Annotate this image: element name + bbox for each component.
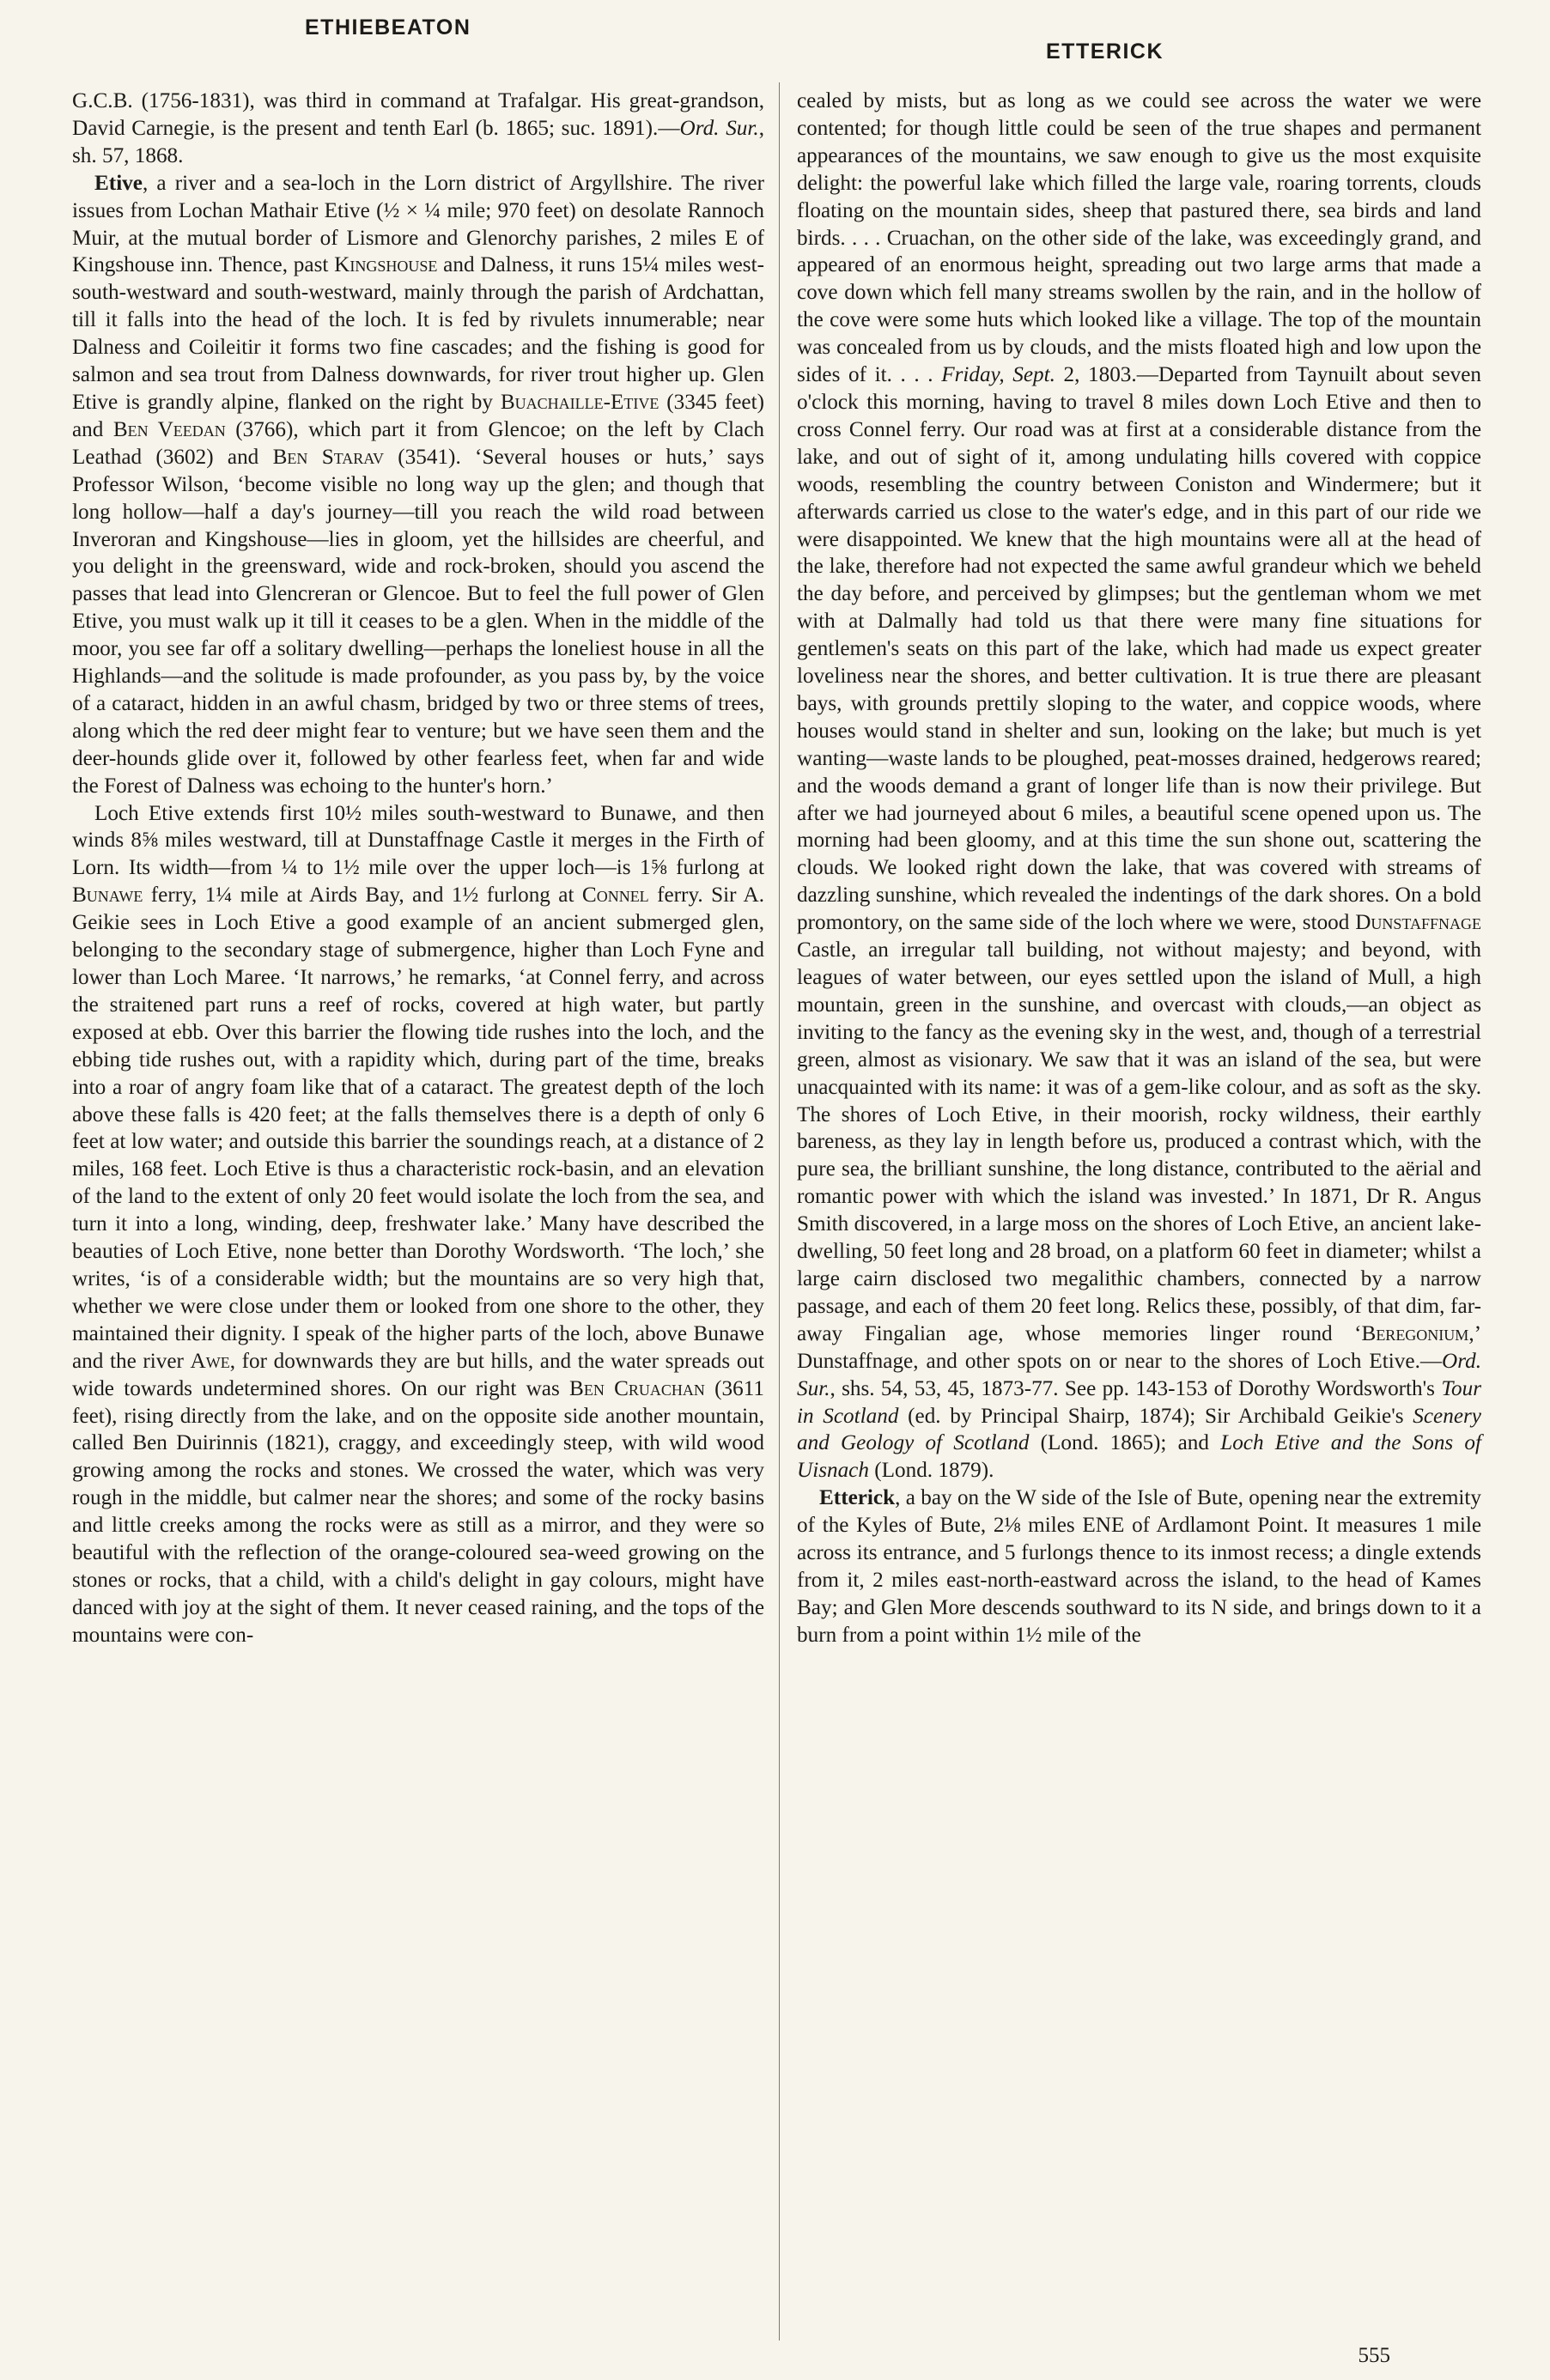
entry-etive	[72, 170, 764, 800]
text: (Lond. 1865); and	[1029, 1431, 1221, 1455]
text: (3611 feet), rising directly from the lake, and on the opposite side another mountain, called Ben Duirinnis (1821), craggy, and exceedingly steep, with wild wood growing among the rocks and stones. We crossed the water, which was very rough in the middle, but calmer near the shores; and some of the rocky basins and little creeks among the rocks were as still as a mirror, and they were so beautiful with the reflection of the orange-coloured sea-weed growing on the stones or rocks, that a child, with a child's delight in gay colours, might have danced with joy at the sight of them. It never ceased raining, and the tops of the mountains were con-	[72, 1376, 764, 1647]
right-column	[797, 88, 1481, 1649]
running-head-left: ETHIEBEATON	[305, 15, 471, 39]
text: and Dalness, it runs 15¼ miles west-south-westward and south-westward, mainly through the parish of Ardchattan, till it falls into the head of the loch. It is fed by rivulets innumerable; near Dalness and Coileitir it forms two fine cascades; and the fishing is good for salmon and sea trout from Dalness downwards, for river trout higher up. Glen Etive is grandly alpine, flanked on the right by	[72, 253, 764, 414]
text: , a bay on the W side of the Isle of Bute, opening near the extremity of the Kyles of Bute, 2⅛ miles ENE of Ardlamont Point. It measures 1 mile across its entrance, and 5 furlongs thence to its inmost recess; a dingle extends from it, 2 miles east-north-eastward across the island, to the head of Kames Bay; and Glen More descends southward to its N side, and brings down to it a burn from a point within 1½ mile of the	[797, 1486, 1481, 1647]
text: ferry. Sir A. Geikie sees in Loch Etive a good example of an ancient submerged glen, belonging to the secondary stage of submergence, higher than Loch Fyne and lower than Loch Maree. ‘It narrows,’ he remarks, ‘at Connel ferry, and across the straitened part runs a reef of rocks, covered at high water, but partly exposed at ebb. Over this barrier the flowing tide rushes into the loch, and the ebbing tide rushes out, with a rapidity which, during part of the time, breaks into a roar of angry foam like that of a cataract. The greatest depth of the loch above these falls is 420 feet; at the falls themselves there is a depth of only 6 feet at low water; and outside this barrier the soundings reach, at a distance of 2 miles, 168 feet. Loch Etive is thus a characteristic rock-basin, and an elevation of the land to the extent of only 20 feet would isolate the loch from the sea, and turn it into a long, winding, deep, freshwater lake.’ Many have described the beauties of Loch Etive, none better than Dorothy Wordsworth. ‘The loch,’ she writes, ‘is of a considerable width; but the mountains are so very high that, whether we were close under them or looked from one shore to the other, they maintained their dignity. I speak of the higher parts of the loch, above Bunawe and the river	[72, 883, 765, 1373]
text: (3766), which part it from Glencoe; on the left by Clach Leathad (3602) and	[72, 417, 764, 469]
text: , for downwards they are but hills, and the water spreads out wide towards undetermined shores. On our right was	[72, 1349, 765, 1400]
cross-reference: Ben Starav	[272, 445, 384, 469]
citation: Ord. Sur.	[797, 1349, 1481, 1400]
citation: Ord. Sur.	[679, 116, 759, 140]
text: 2, 1803.—Departed from Taynuilt about seven o'clock this morning, having to travel 8 miles down Loch Etive and then to cross Connel ferry. Our road was at first at a considerable distance from the lake, and out of sight of it, among undulating hills covered with coppice woods, resembling the country between Coniston and Windermere; but it afterwards carried us close to the water's edge, and in this part of our ride we were disappointed. We knew that the high mountains were all at the head of the lake, therefore had not expected the same awful grandeur which we beheld the day before, and perceived by glimpses; but the gentleman whom we met with at Dalmally had told us that there were many fine situations for gentlemen's seats on this part of the lake, which had made us expect greater loveliness near the shores, and better cultivation. It is true there are pleasant bays, with grounds prettily sloping to the water, and coppice woods, where houses would stand in shelter and sun, looking on the lake; but much is yet wanting—waste lands to be ploughed, peat-mosses drained, hedgerows reared; and the woods demand a grant of longer life than is now their privilege. But after we had journeyed about 6 miles, a beautiful scene opened upon us. The morning had been gloomy, and at this time the sun shone out, scattering the clouds. We looked right down the lake, that was covered with streams of dazzling sunshine, which revealed the indentings of the dark shores. On a bold promontory, on the same side of the loch where we were, stood	[797, 363, 1481, 935]
book-title: Loch Etive and the Sons of Uisnach	[797, 1431, 1481, 1483]
text: (3345 feet) and	[72, 390, 764, 441]
text: , sh. 57, 1868.	[72, 116, 764, 167]
entry-heading: Etterick	[819, 1486, 896, 1510]
cross-reference: Awe	[190, 1349, 230, 1373]
cross-reference: Buachaille-Etive	[500, 390, 660, 414]
text: ferry, 1¼ mile at Airds Bay, and 1½ furlong at	[143, 883, 582, 908]
date-italic: Friday, Sept.	[941, 363, 1055, 387]
entry-etterick	[797, 1484, 1481, 1648]
text: cealed by mists, but as long as we could see across the water we were contented; for though little could be seen of the true shapes and permanent appearances of the mountains, we saw enough to give us the most exquisite delight: the powerful lake which filled the large vale, roaring torrents, clouds floating on the mountain sides, sheep that pastured there, sea birds and land birds. . . . Cruachan, on the other side of the lake, was exceedingly grand, and appeared of an enormous height, spreading out two large arms that made a cove down which fell many streams swollen by the rain, and in the hollow of the cove were some huts which looked like a village. The top of the mountain was concealed from us by clouds, and the mists floated high and low upon the sides of it. . . .	[797, 89, 1481, 387]
page-number: 555	[1358, 2344, 1390, 2367]
paragraph-continued	[797, 88, 1481, 1484]
text: ,’ Dunstaffnage, and other spots on or near to the shores of Loch Etive.—	[797, 1321, 1481, 1373]
cross-reference: Ben Cruachan	[569, 1376, 705, 1400]
cross-reference: Beregonium	[1361, 1321, 1469, 1345]
text: , shs. 54, 53, 45, 1873-77. See pp. 143-153 of Dorothy Wordsworth's	[830, 1376, 1442, 1400]
book-title: Scenery and Geology of Scotland	[797, 1404, 1481, 1455]
cross-reference: Ben Veedan	[112, 417, 226, 441]
cross-reference: Kingshouse	[334, 253, 438, 277]
text: Loch Etive extends first 10½ miles south-westward to Bunawe, and then winds 8⅝ miles westward, till at Dunstaffnage Castle it merges in the Firth of Lorn. Its width—from ¼ to 1½ mile over the upper loch—is 1⅝ furlong at	[72, 801, 764, 880]
cross-reference: Bunawe	[72, 883, 143, 908]
text: (Lond. 1879).	[868, 1459, 994, 1483]
column-divider	[779, 82, 780, 2341]
cross-reference: Connel	[581, 883, 649, 908]
cross-reference: Dunstaffnage	[1355, 911, 1481, 935]
book-title: Tour in Scotland	[797, 1376, 1481, 1428]
paragraph-continued	[72, 88, 764, 170]
text: Castle, an irregular tall building, not without majesty; and beyond, with leagues of water between, our eyes settled upon the island of Mull, a high mountain, green in the sunshine, and overcast with clouds,—an object as inviting to the fancy as the evening sky in the west, and, though of a terrestrial green, almost as visionary. We saw that it was an island of the sea, but were unacquainted with its name: it was of a gem-like colour, and as soft as the sky. The shores of Loch Etive, in their moorish, rocky wildness, their earthly bareness, as they lay in length before us, produced a contrast which, with the pure sea, the brilliant sunshine, the long distance, contributed to the aërial and romantic power with which the island was invested.’ In 1871, Dr R. Angus Smith discovered, in a large moss on the shores of Loch Etive, an ancient lake-dwelling, 50 feet long and 28 broad, on a platform 60 feet in diameter; whilst a large cairn disclosed two megalithic chambers, connected by a narrow passage, and each of them 20 feet long. Relics these, possibly, of that dim, far-away Fingalian age, whose memories linger round ‘	[797, 938, 1481, 1345]
text: (ed. by Principal Shairp, 1874); Sir Archibald Geikie's	[898, 1404, 1413, 1428]
text: G.C.B. (1756-1831), was third in command at Trafalgar. His great-grandson, David Carnegie, is the present and tenth Earl (b. 1865; suc. 1891).—	[72, 89, 764, 140]
text: (3541). ‘Several houses or huts,’ says Professor Wilson, ‘become visible no long way up the glen; and though that long hollow—half a day's journey—till you reach the wild road between Inveroran and Kingshouse—lies in gloom, yet the hillsides are cheerful, and you delight in the greensward, wide and rock-broken, should you ascend the passes that lead into Glencreran or Glencoe. But to feel the full power of Glen Etive, you must walk up it till it ceases to be a glen. When in the middle of the moor, you see far off a solitary dwelling—perhaps the loneliest house in all the Highlands—and the solitude is made profounder, as you pass by, by the voice of a cataract, hidden in an awful chasm, bridged by two or three stems of trees, along which the red deer might fear to venture; but we have seen them and the deer-hounds glide over it, followed by other fearless feet, when far and wide the Forest of Dalness was echoing to the hunter's horn.’	[72, 445, 764, 798]
running-head-right: ETTERICK	[1046, 39, 1164, 64]
text: , a river and a sea-loch in the Lorn district of Argyllshire. The river issues from Lochan Mathair Etive (½ × ¼ mile; 970 feet) on desolate Rannoch Muir, at the mutual border of Lismore and Glenorchy parishes, 2 miles E of Kingshouse inn. Thence, past	[72, 171, 764, 277]
entry-heading: Etive	[94, 171, 143, 195]
left-column	[72, 88, 764, 1649]
paragraph-loch-etive	[72, 800, 764, 1649]
